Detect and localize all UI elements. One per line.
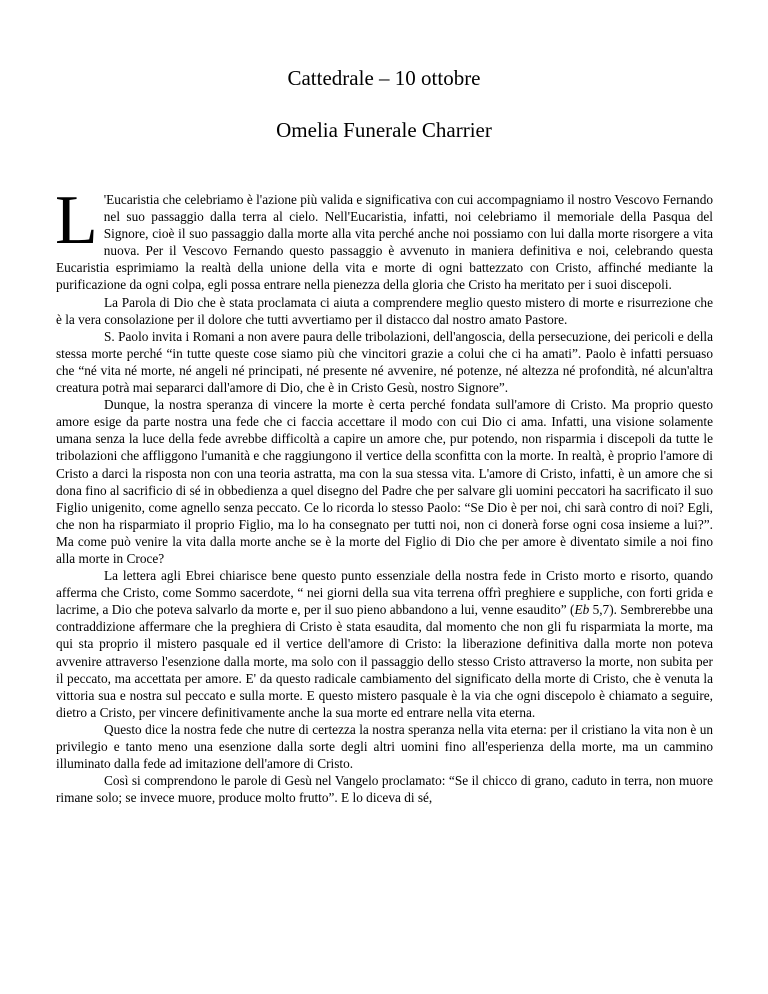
paragraph-5-text-a: La lettera agli Ebrei chiarisce bene questo punto essenziale della nostra fede in Cristo morto e risorto, quando afferma che Cristo, come Sommo sacerdote, “ nei giorni della sua vita terrena offrì preghiere e suppliche, con forti grida e lacrime, a Dio che poteva salvarlo da morte e, per il suo pieno abbandono a lui, venne esaudito” ( [56, 568, 713, 618]
paragraph-5 [56, 567, 713, 721]
document-title: Cattedrale – 10 ottobre [287, 66, 481, 90]
homily-text [55, 182, 713, 806]
paragraph-2: La Parola di Dio che è stata proclamata ci aiuta a comprendere meglio questo mistero di morte e risurrezione che è la vera consolazione per il dolore che tutti avvertiamo per il distacco dal nostro amato Pastore. [56, 294, 713, 327]
drop-cap: L [55, 182, 98, 259]
document-subtitle: Omelia Funerale Charrier [276, 118, 492, 142]
bible-citation: Eb [574, 602, 590, 618]
paragraph-3: S. Paolo invita i Romani a non avere paura delle tribolazioni, dell'angoscia, della persecuzione, dei pericoli e della stessa morte perché “in tutte queste cose siamo più che vincitori grazie a colui che ci ha amati”. Paolo è infatti persuaso che “né vita né morte, né angeli né principati, né presente né avvenire, né potenze, né altezza né profondità, né alcun'altra creatura potrà mai separarci dall'amore di Dio, che è in Cristo Gesù, nostro Signore”. [56, 328, 713, 396]
paragraph-1 [55, 182, 713, 294]
paragraph-5-text-b: 5,7). Sembrerebbe una contraddizione affermare che la preghiera di Cristo è stata esaudita, dal momento che non gli fu risparmiata la morte, ma qui sta proprio il mistero pasquale ed il vertice dell'amore di Cristo: la liberazione definitiva dalla morte non poteva avvenire attraverso l'esenzione dalla morte, ma solo con il passaggio dello stesso Cristo attraverso la morte, non subita per il peccato, ma accettata per amore. E' da questo radicale cambiamento del significato della morte di Cristo, che è venuta la vittoria sua e nostra sul peccato e sulla morte. E questo mistero pasquale è la via che ogni discepolo è chiamato a seguire, dietro a Cristo, per vincere definitivamente anche la sua morte ed entrare nella vita eterna. [56, 602, 713, 720]
paragraph-1-text: 'Eucaristia che celebriamo è l'azione più valida e significativa con cui accompagniamo il nostro Vescovo Fernando nel suo passaggio dalla terra al cielo. Nell'Eucaristia, infatti, noi celebriamo il memoriale della Pasqua del Signore, cioè il suo passaggio dalla morte alla vita perché anche noi possiamo con lui dalla morte risorgere a vita nuova. Per il Vescovo Fernando questo passaggio è avvenuto in maniera definitiva e noi, celebrando questa Eucaristia esprimiamo la realtà della unione della vita e morte di ogni battezzato con Cristo, affinché mediante la purificazione da ogni colpa, egli possa entrare nella pienezza della gloria che Cristo ha meritato per i suoi discepoli. [56, 192, 713, 293]
paragraph-7: Così si comprendono le parole di Gesù nel Vangelo proclamato: “Se il chicco di grano, caduto in terra, non muore rimane solo; se invece muore, produce molto frutto”. E lo diceva di sé, [56, 773, 713, 806]
paragraph-6: Questo dice la nostra fede che nutre di certezza la nostra speranza nella vita eterna: per il cristiano la vita non è un privilegio e tanto meno una esenzione dalla sorte degli altri uomini fino all'esperienza della morte, ma un cammino illuminato dalla fede ad imitazione dell'amore di Cristo. [56, 721, 713, 772]
paragraph-4: Dunque, la nostra speranza di vincere la morte è certa perché fondata sull'amore di Cristo. Ma proprio questo amore esige da parte nostra una fede che ci faccia accettare il modo con cui Dio ci ama. Infatti, una visione solamente umana senza la luce della fede avrebbe difficoltà a capire un amore che, pur potendo, non risparmia i discepoli da tutte le tribolazioni che affliggono l'umanità e che raggiungono il vertice della sconfitta con la morte. In realtà, è proprio l'amore di Cristo a darci la risposta non con una teoria astratta, ma con la sua stessa vita. L'amore di Cristo, infatti, è un amore che si dona fino al sacrificio di sé in obbedienza a quel disegno del Padre che per salvare gli uomini peccatori ha sacrificato il suo Figlio unigenito, come agnello senza peccato. Ce lo ricorda lo stesso Paolo: “Se Dio è per noi, chi sarà contro di noi? Egli, che non ha risparmiato il proprio Figlio, ma lo ha consegnato per tutti noi, non ci donerà forse ogni cosa insieme a lui?”. Ma come può venire la vita dalla morte anche se è la morte del Figlio di Dio che per amore è diventato simile a noi fino alla morte in Croce? [56, 397, 713, 566]
